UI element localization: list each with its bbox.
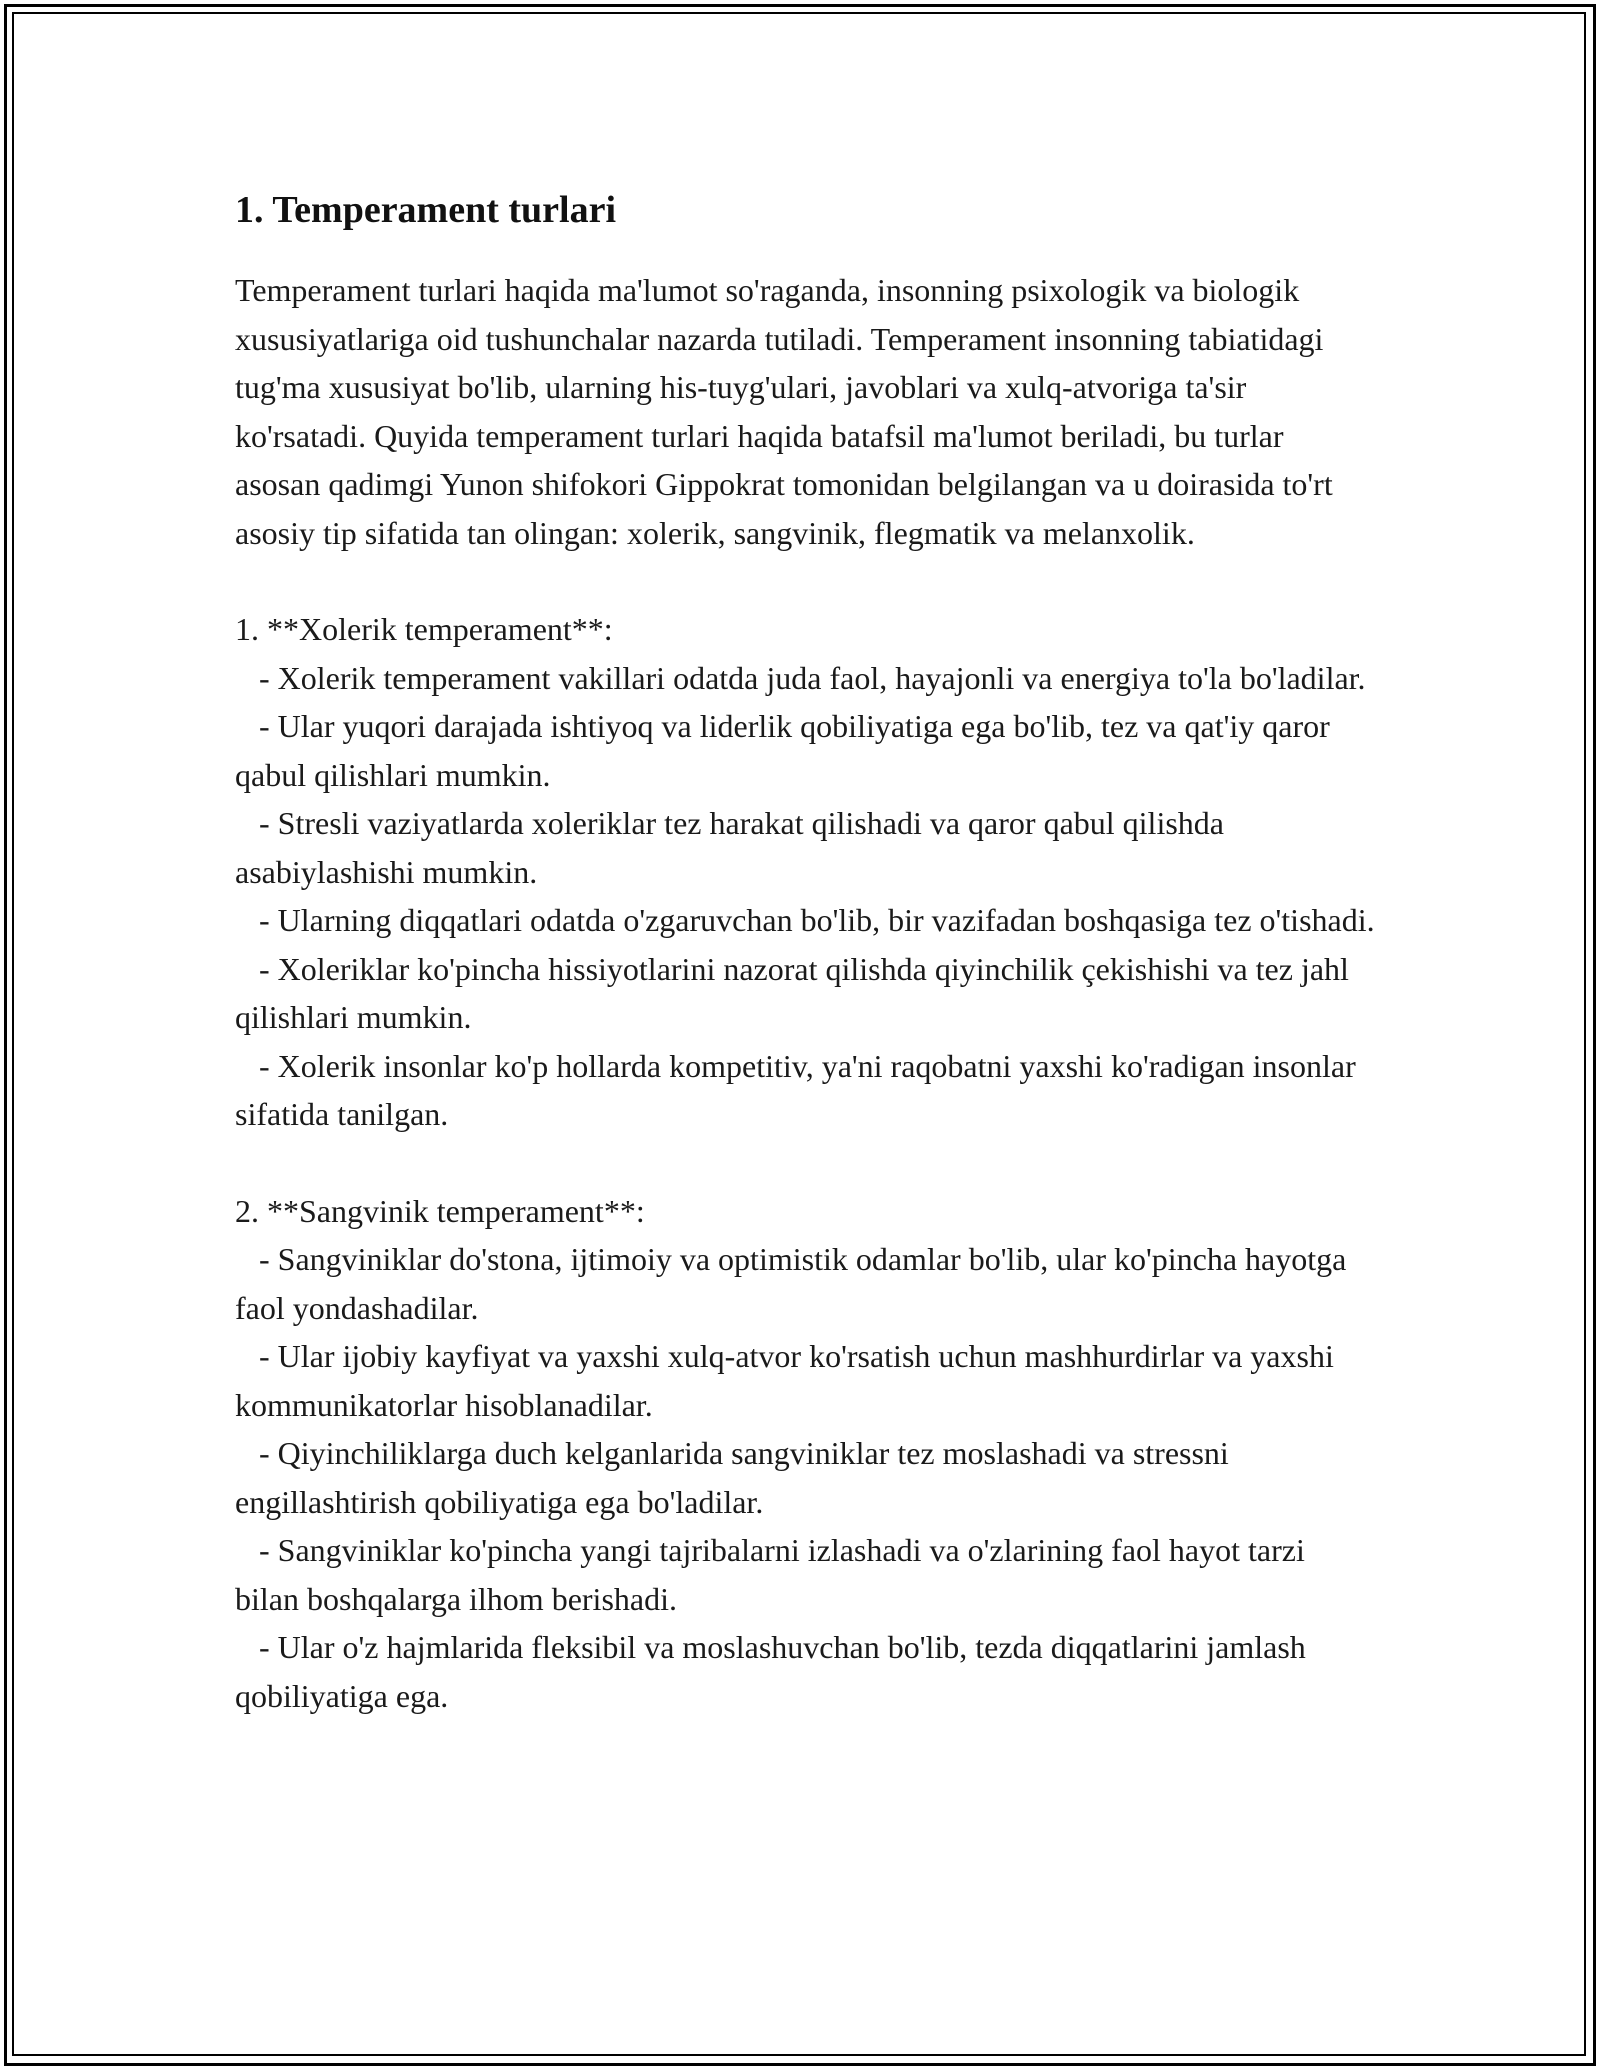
- document-heading: 1. Temperament turlari: [235, 189, 617, 231]
- document-page: [235, 186, 1375, 1720]
- list-item: - Xoleriklar ko'pincha hissiyotlarini nazorat qilishda qiyinchilik çekishishi va tez jahl qilishlari mumkin.: [235, 950, 1357, 1035]
- section-xolerik: [235, 605, 1375, 1139]
- list-item: - Ular o'z hajmlarida fleksibil va moslashuvchan bo'lib, tezda diqqatlarini jamlash qobiliyatiga ega.: [235, 1629, 1314, 1714]
- list-item: - Sangviniklar ko'pincha yangi tajribalarni izlashadi va o'zlarining faol hayot tarzi bilan boshqalarga ilhom berishadi.: [235, 1532, 1313, 1617]
- list-item: - Ular yuqori darajada ishtiyoq va liderlik qobiliyatiga ega bo'lib, tez va qat'iy qaror qabul qilishlari mumkin.: [235, 708, 1338, 793]
- section-title: 2. **Sangvinik temperament**:: [235, 1192, 645, 1229]
- list-item: - Qiyinchiliklarga duch kelganlarida sangviniklar tez moslashadi va stressni engillashtirish qobiliyatiga ega bo'ladilar.: [235, 1435, 1237, 1520]
- intro-paragraph: Temperament turlari haqida ma'lumot so'raganda, insonning psixologik va biologik xususiyatlariga oid tushunchalar nazarda tutiladi. Temperament insonning tabiatidagi tug'ma xususiyat bo'lib, ularning his-tuyg'ulari, javoblari va xulq-atvoriga ta'sir ko'rsatadi. Quyida temperament turlari haqida batafsil ma'lumot beriladi, bu turlar asosan qadimgi Yunon shifokori Gippokrat tomonidan belgilangan va u doirasida to'rt asosiy tip sifatida tan olingan: xolerik, sangvinik, flegmatik va melanxolik.: [235, 272, 1341, 551]
- section-sangvinik: [235, 1187, 1375, 1721]
- list-item: - Stresli vaziyatlarda xoleriklar tez harakat qilishadi va qaror qabul qilishda asabiylashishi mumkin.: [235, 805, 1232, 890]
- list-item: - Xolerik insonlar ko'p hollarda kompetitiv, ya'ni raqobatni yaxshi ko'radigan insonlar sifatida tanilgan.: [235, 1047, 1364, 1132]
- list-item: - Ular ijobiy kayfiyat va yaxshi xulq-atvor ko'rsatish uchun mashhurdirlar va yaxshi kommunikatorlar hisoblanadilar.: [235, 1338, 1342, 1423]
- section-title: 1. **Xolerik temperament**:: [235, 611, 613, 647]
- list-item: - Ularning diqqatlari odatda o'zgaruvchan bo'lib, bir vazifadan boshqasiga tez o'tishadi.: [235, 902, 1375, 938]
- list-item: - Xolerik temperament vakillari odatda juda faol, hayajonli va energiya to'la bo'ladilar.: [235, 659, 1366, 696]
- list-item: - Sangviniklar do'stona, ijtimoiy va optimistik odamlar bo'lib, ular ko'pincha hayotga faol yondashadilar.: [235, 1241, 1355, 1326]
